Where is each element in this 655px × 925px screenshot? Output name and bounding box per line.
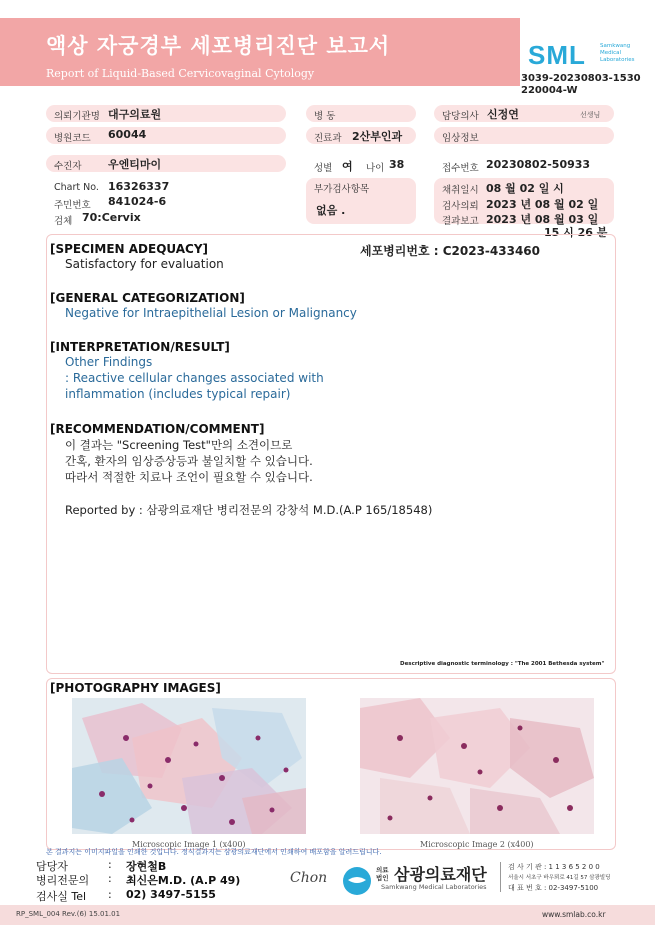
adequacy-text: Satisfactory for evaluation <box>65 257 224 271</box>
comment-line-1: 이 결과는 "Screening Test"만의 소견이므로 <box>65 438 293 452</box>
lab-tel-label: 검사실 Tel <box>36 890 87 903</box>
result-value: 2023 년 08 월 03 일 <box>486 213 599 226</box>
bethesda-footnote: Descriptive diagnostic terminology : "The 2001 Bethesda system" <box>400 661 605 667</box>
resident-value: 841024-6 <box>108 195 167 208</box>
form-code: RP_SML_004 Rev.(6) 15.01.01 <box>16 910 121 918</box>
pathologist-colon: : <box>108 872 112 885</box>
doctor-value: 신정연 <box>487 108 519 121</box>
extra-test-label: 부가검사항목 <box>314 184 370 195</box>
sml-logo: SML <box>528 40 586 70</box>
image-1-caption: Microscopic Image 1 (x400) <box>132 840 246 849</box>
foundation-name: 삼광의료재단 <box>394 865 487 884</box>
lab-tel-value: 02) 3497-5155 <box>126 888 216 901</box>
document-id: 3039-20230803-1530 220004-W <box>521 73 641 96</box>
collect-value: 08 월 02 일 시 <box>486 182 564 195</box>
clinical-label: 임상정보 <box>442 133 479 144</box>
image-2-caption: Microscopic Image 2 (x400) <box>420 840 534 849</box>
general-heading: [GENERAL CATEGORIZATION] <box>50 291 245 305</box>
ward-label: 병 동 <box>314 111 336 122</box>
hospital-code-value: 60044 <box>108 128 147 141</box>
doctor-label: 담당의사 <box>442 111 479 122</box>
pathologist-label: 병리전문의 <box>36 874 90 887</box>
institution-label: 의뢰기관명 <box>54 111 100 122</box>
patient-value: 우엔티마이 <box>108 158 162 171</box>
interpretation-line-1: Other Findings <box>65 355 153 369</box>
doctor-suffix: 선생님 <box>580 111 601 119</box>
foundation-logo-icon <box>342 866 372 896</box>
result-label: 결과보고 <box>442 216 479 227</box>
manager-label: 담당자 <box>36 860 68 873</box>
request-value: 2023 년 08 월 02 일 <box>486 198 599 211</box>
sml-logo-tagline: Samkwang Medical Laboratories <box>600 43 635 63</box>
dept-label: 진료과 <box>314 133 342 144</box>
foundation-english-name: Samkwang Medical Laboratories <box>381 883 487 891</box>
comment-line-2: 간혹, 환자의 임상증상등과 불일치할 수 있습니다. <box>65 454 313 468</box>
collect-label: 채취일시 <box>442 185 479 196</box>
sex-label: 성별 <box>314 163 333 174</box>
sex-value: 여 <box>342 160 353 173</box>
chart-label: Chart No. <box>54 182 99 193</box>
adequacy-heading: [SPECIMEN ADEQUACY] <box>50 242 209 256</box>
dept-value: 2산부인과 <box>352 130 403 143</box>
pathologist-value: 최신은M.D. (A.P 49) <box>126 874 241 887</box>
photo-heading: [PHOTOGRAPHY IMAGES] <box>50 681 221 695</box>
specimen-label: 검체 <box>54 216 73 227</box>
interpretation-line-3: inflammation (includes typical repair) <box>65 387 291 401</box>
general-text: Negative for Intraepithelial Lesion or Malignancy <box>65 306 357 320</box>
manager-value: 장현철B <box>126 860 167 873</box>
reported-by: Reported by : 삼광의료재단 병리전문의 강창석 M.D.(A.P 165/18548) <box>65 503 433 517</box>
result-time-value: 15 시 26 분 <box>544 226 608 239</box>
report-title: 액상 자궁경부 세포병리진단 보고서 <box>46 34 391 58</box>
lab-org-code: 검 사 기 관 : 1 1 3 6 5 2 0 0 <box>508 863 600 871</box>
comment-heading: [RECOMMENDATION/COMMENT] <box>50 422 265 436</box>
interpretation-heading: [INTERPRETATION/RESULT] <box>50 340 230 354</box>
chart-value: 16326337 <box>108 180 170 193</box>
age-value: 38 <box>389 158 405 171</box>
microscopic-image-1 <box>72 698 306 834</box>
foundation-badge: 의료법인 <box>376 866 389 882</box>
patient-row <box>46 155 286 172</box>
foundation-divider <box>500 862 501 892</box>
lab-tel-colon: : <box>108 888 112 901</box>
specimen-value: 70:Cervix <box>82 211 141 224</box>
hospital-code-label: 병원코드 <box>54 133 91 144</box>
report-subtitle: Report of Liquid-Based Cervicovaginal Cytology <box>46 67 315 80</box>
receipt-value: 20230802-50933 <box>486 158 591 171</box>
resident-label: 주민번호 <box>54 200 91 211</box>
interpretation-line-2: : Reactive cellular changes associated with <box>65 371 324 385</box>
request-label: 검사의뢰 <box>442 201 479 212</box>
pathologist-signature: Chon <box>290 870 328 886</box>
age-label: 나이 <box>366 163 385 174</box>
cytology-number: 세포병리번호 : C2023-433460 <box>360 244 541 258</box>
institution-value: 대구의료원 <box>108 108 162 121</box>
receipt-label: 접수번호 <box>442 163 479 174</box>
foundation-address: 서울시 서초구 바우뫼로 41길 57 삼광빌딩 <box>508 875 611 881</box>
extra-test-value: 없음 . <box>316 204 346 217</box>
microscopic-image-2 <box>360 698 594 834</box>
representative-phone: 대 표 번 호 : 02-3497-5100 <box>508 884 599 892</box>
website-link[interactable]: www.smlab.co.kr <box>542 910 606 919</box>
patient-label: 수진자 <box>54 161 82 172</box>
manager-colon: : <box>108 858 112 871</box>
print-notice: 본 결과지는 이미지파일을 인쇄한 것입니다. 정식결과지는 삼광의료재단에서 인쇄하여 배포함을 알려드립니다. <box>46 848 382 856</box>
comment-line-3: 따라서 적절한 치료나 조언이 필요할 수 있습니다. <box>65 470 313 484</box>
